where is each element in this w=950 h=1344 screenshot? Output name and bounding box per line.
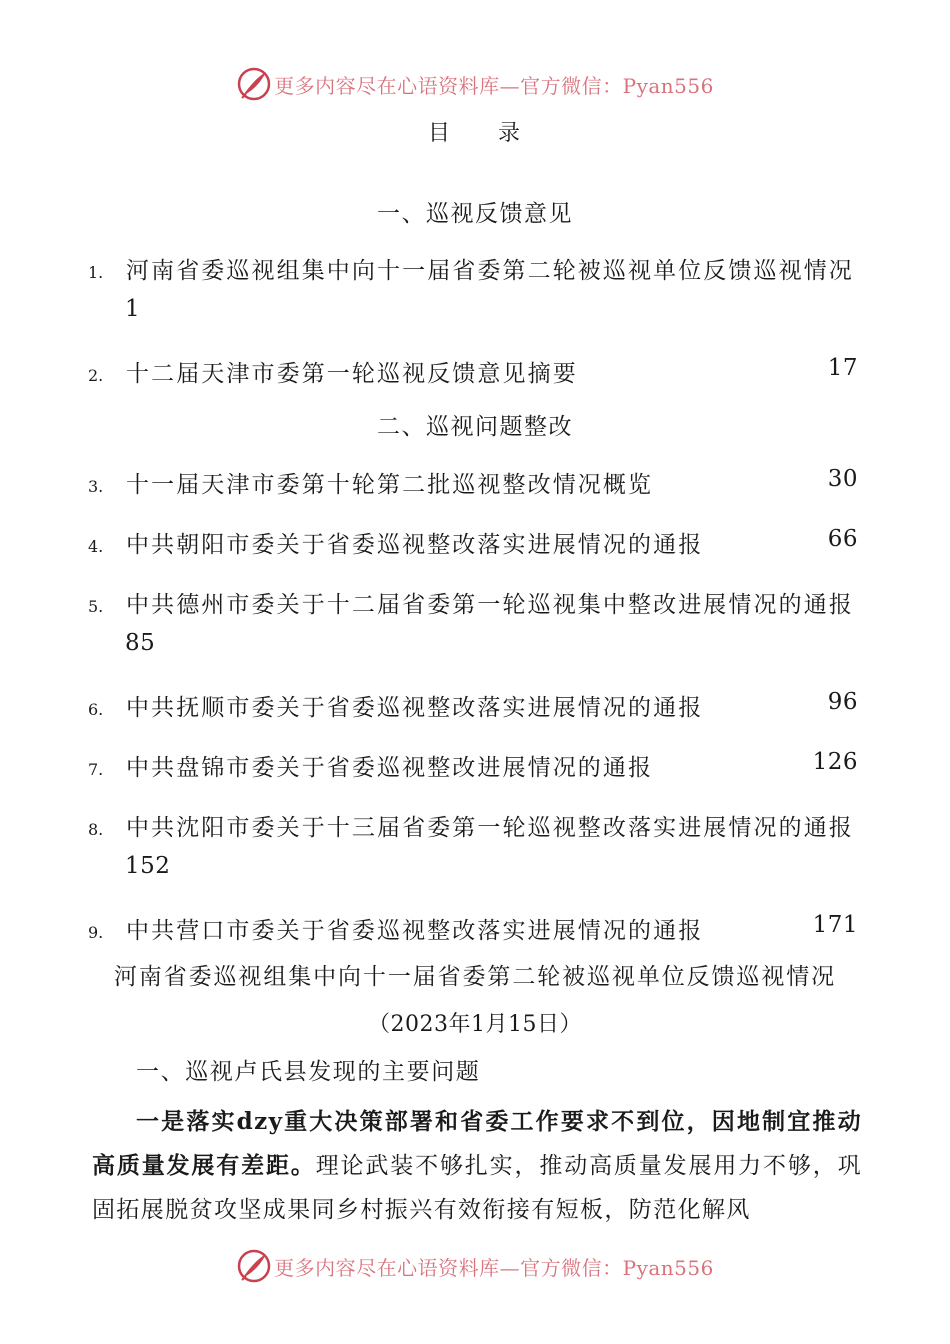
document-heading: 一、巡视卢氏县发现的主要问题 [136, 1059, 481, 1085]
watermark-text: 更多内容尽在心语资料库—官方微信：Pyan556 [274, 1255, 714, 1280]
document-title: 河南省委巡视组集中向十一届省委第二轮被巡视单位反馈巡视情况 [113, 964, 837, 990]
toc-entry-title: 十一届天津市委第十轮第二批巡视整改情况概览 [126, 472, 654, 498]
toc-entry-title: 中共盘锦市委关于省委巡视整改进展情况的通报 [126, 755, 654, 781]
paragraph-lead: 一是落实dzy重大决策部署和省委工作要求不到位，因地制宜推动高质量发展有差距。 [92, 1108, 862, 1179]
toc-entry-page: 30 [827, 466, 858, 492]
toc-entry-page: 152 [125, 853, 171, 879]
toc-entry-page: 1 [125, 296, 141, 322]
toc-entry-number: 5. [88, 597, 104, 616]
toc-entry-page: 66 [827, 526, 858, 552]
toc-section-heading: 二、巡视问题整改 [377, 414, 573, 440]
watermark-banner-top [0, 64, 950, 104]
toc-entry-title: 中共德州市委关于十二届省委第一轮巡视集中整改进展情况的通报 [126, 592, 854, 618]
toc-entry-page: 85 [125, 630, 156, 656]
toc-entry[interactable] [88, 912, 866, 946]
toc-entry-title: 中共朝阳市委关于省委巡视整改落实进展情况的通报 [126, 532, 704, 558]
toc-entry-title: 河南省委巡视组集中向十一届省委第二轮被巡视单位反馈巡视情况 [126, 258, 854, 284]
quill-pen-logo-icon [236, 1248, 272, 1284]
toc-entry[interactable] [88, 586, 866, 620]
watermark-text: 更多内容尽在心语资料库—官方微信：Pyan556 [274, 73, 714, 98]
toc-entry[interactable] [88, 526, 866, 560]
toc-entry-page: 17 [827, 355, 858, 381]
toc-entry-number: 1. [88, 263, 104, 282]
toc-entry-number: 4. [88, 537, 104, 556]
toc-entry-title: 中共抚顺市委关于省委巡视整改落实进展情况的通报 [126, 695, 704, 721]
toc-entry[interactable] [88, 355, 866, 389]
toc-entry-title: 中共沈阳市委关于十三届省委第一轮巡视整改落实进展情况的通报 [126, 815, 854, 841]
toc-entry-number: 9. [88, 923, 104, 942]
toc-entry[interactable] [88, 689, 866, 723]
paragraph-text: 理论武装不够扎实，推动高质量发展用力不够，巩固拓展脱贫攻坚成果同乡村振兴有效衔接有短板，防范化解风 [92, 1153, 862, 1223]
toc-entry-page: 171 [812, 912, 858, 938]
toc-entry-number: 6. [88, 700, 104, 719]
toc-entry[interactable] [88, 252, 866, 286]
toc-entry-page: 96 [827, 689, 858, 715]
toc-title: 目 录 [427, 121, 523, 146]
toc-entry-number: 3. [88, 477, 104, 496]
document-date: （2023年1月15日） [368, 1012, 582, 1037]
toc-entry[interactable] [88, 809, 866, 843]
toc-entry-number: 8. [88, 820, 104, 839]
toc-entry-number: 7. [88, 760, 104, 779]
toc-entry[interactable] [88, 749, 866, 783]
toc-entry-title: 十二届天津市委第一轮巡视反馈意见摘要 [126, 361, 578, 387]
toc-entry-number: 2. [88, 366, 104, 385]
toc-entry-title: 中共营口市委关于省委巡视整改落实进展情况的通报 [126, 918, 704, 944]
toc-section-heading: 一、巡视反馈意见 [377, 201, 573, 227]
quill-pen-logo-icon [236, 66, 272, 102]
toc-entry[interactable] [88, 466, 866, 500]
toc-entry-page: 126 [812, 749, 858, 775]
watermark-banner-bottom [0, 1246, 950, 1286]
document-paragraph [92, 1100, 862, 1232]
